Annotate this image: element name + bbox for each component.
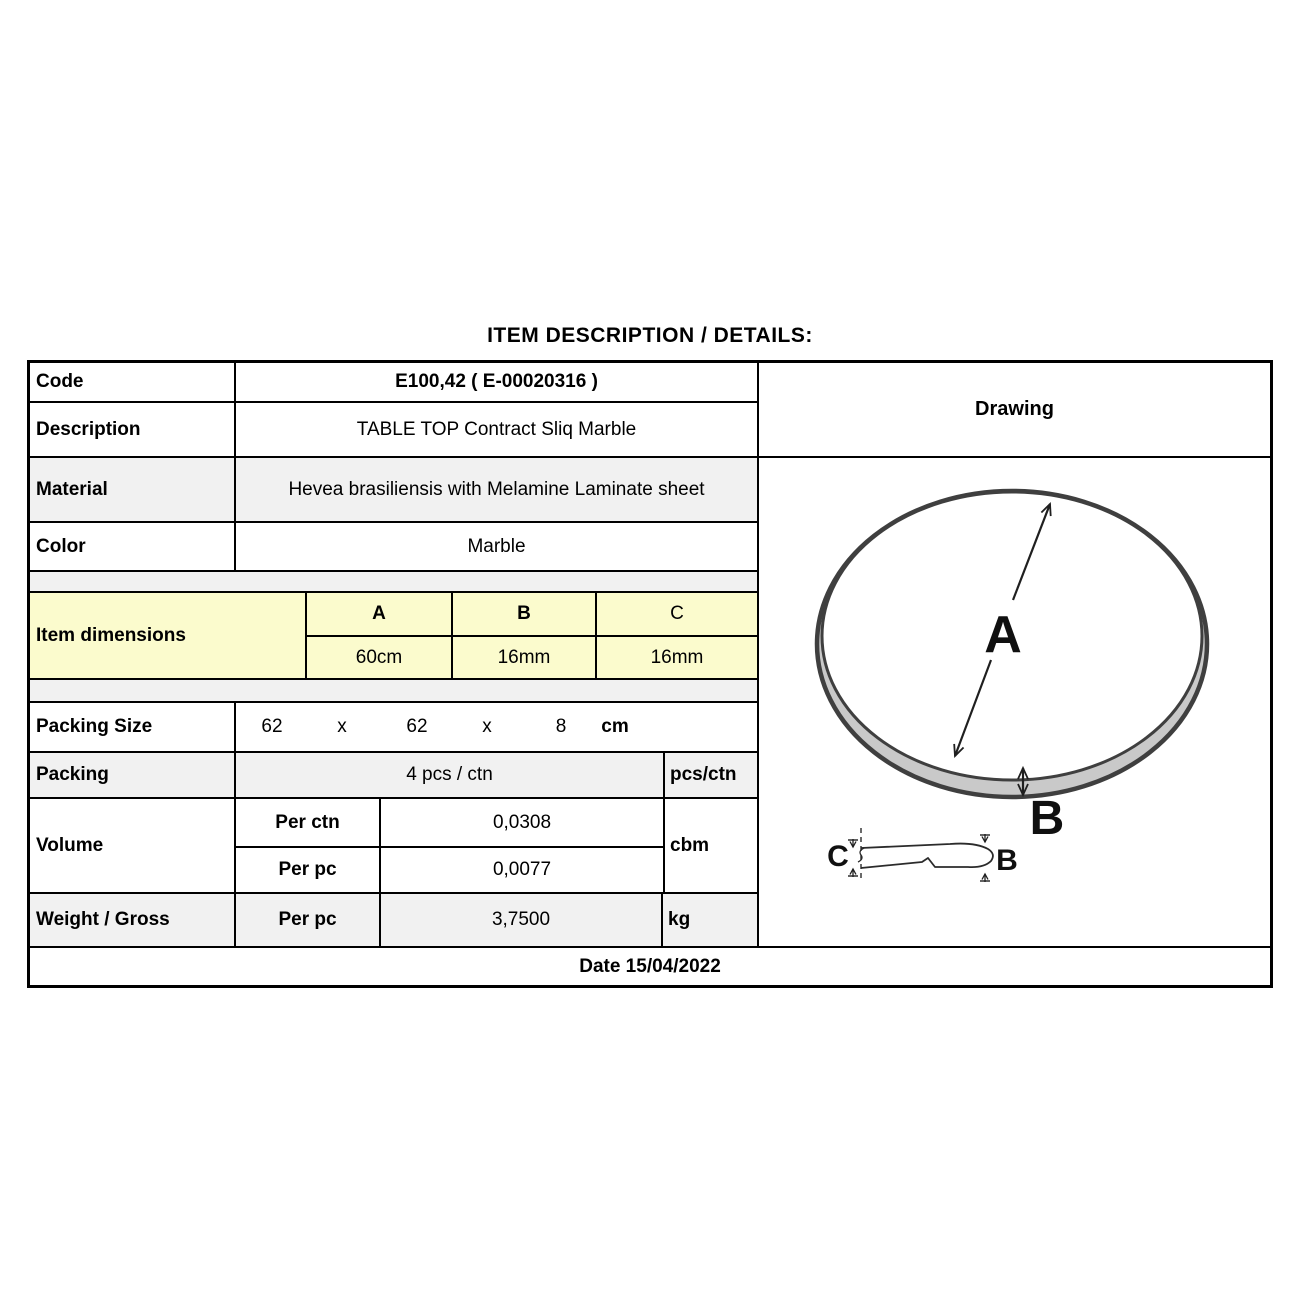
volume-per-pc-label: Per pc <box>236 848 381 892</box>
volume-per-pc-row <box>236 848 665 892</box>
item-dimensions-value-row <box>307 637 757 678</box>
section-profile <box>861 844 993 868</box>
packing-size-label: Packing Size <box>30 703 236 751</box>
spacer-row-1 <box>30 572 757 593</box>
weight-unit: kg <box>668 909 691 930</box>
section-b-label: B <box>996 844 1018 877</box>
code-label: Code <box>30 363 236 401</box>
packing-size-height: 8 <box>555 716 567 737</box>
weight-per-pc-label: Per pc <box>236 894 381 946</box>
packing-size-length: 62 <box>261 716 283 737</box>
row-material <box>30 458 757 523</box>
drawing-header: Drawing <box>759 363 1270 458</box>
row-item-dimensions <box>30 593 757 680</box>
volume-unit: cbm <box>670 834 710 856</box>
volume-per-pc-value: 0,0077 <box>381 848 665 892</box>
description-label: Description <box>30 403 236 456</box>
packing-value: 4 pcs / ctn <box>236 753 665 797</box>
volume-per-ctn-label: Per ctn <box>236 799 381 846</box>
spec-table-left-section <box>30 363 759 946</box>
item-dimensions-header-row <box>307 593 757 637</box>
color-label: Color <box>30 523 236 570</box>
volume-label: Volume <box>30 799 236 892</box>
table-top-drawing <box>759 458 1270 946</box>
weight-value: 3,7500 <box>381 894 663 946</box>
packing-unit: pcs/ctn <box>670 764 737 785</box>
packing-size-value <box>236 703 757 751</box>
row-color <box>30 523 757 572</box>
dim-a-label: A <box>984 606 1022 664</box>
section-c-label: C <box>827 840 849 873</box>
packing-size-unit: cm <box>601 716 629 737</box>
packing-size-x1: x <box>337 716 347 737</box>
row-code <box>30 363 757 403</box>
dim-c-value: 16mm <box>650 646 704 668</box>
packing-label: Packing <box>30 753 236 797</box>
drawing-section <box>759 363 1270 946</box>
dim-b-label: B <box>1029 792 1065 845</box>
volume-per-ctn-value: 0,0308 <box>381 799 665 846</box>
color-value: Marble <box>467 535 526 557</box>
packing-size-width: 62 <box>406 716 428 737</box>
spacer-row-2 <box>30 680 757 703</box>
row-packing <box>30 753 757 799</box>
row-packing-size <box>30 703 757 753</box>
material-value: Hevea brasiliensis with Melamine Laminate sheet <box>288 478 705 500</box>
row-description <box>30 403 757 458</box>
item-dimensions-label: Item dimensions <box>30 593 307 678</box>
volume-subgrid <box>236 799 665 892</box>
spec-table <box>27 360 1273 988</box>
dim-a-value: 60cm <box>307 637 453 678</box>
date-row: Date 15/04/2022 <box>30 946 1270 985</box>
material-label: Material <box>30 458 236 521</box>
dim-col-b-header: B <box>453 593 597 635</box>
item-dimensions-grid <box>307 593 757 678</box>
row-volume <box>30 799 757 894</box>
volume-per-ctn-row <box>236 799 665 848</box>
dim-b-value: 16mm <box>453 637 597 678</box>
description-value: TABLE TOP Contract Sliq Marble <box>356 418 637 440</box>
code-value: E100,42 ( E-00020316 ) <box>395 371 598 392</box>
dim-col-a-header: A <box>307 593 453 635</box>
dim-col-c-header: C <box>670 603 684 624</box>
packing-size-x2: x <box>482 716 492 737</box>
row-weight <box>30 894 757 946</box>
weight-label: Weight / Gross <box>30 894 236 946</box>
page-title: ITEM DESCRIPTION / DETAILS: <box>487 324 813 347</box>
